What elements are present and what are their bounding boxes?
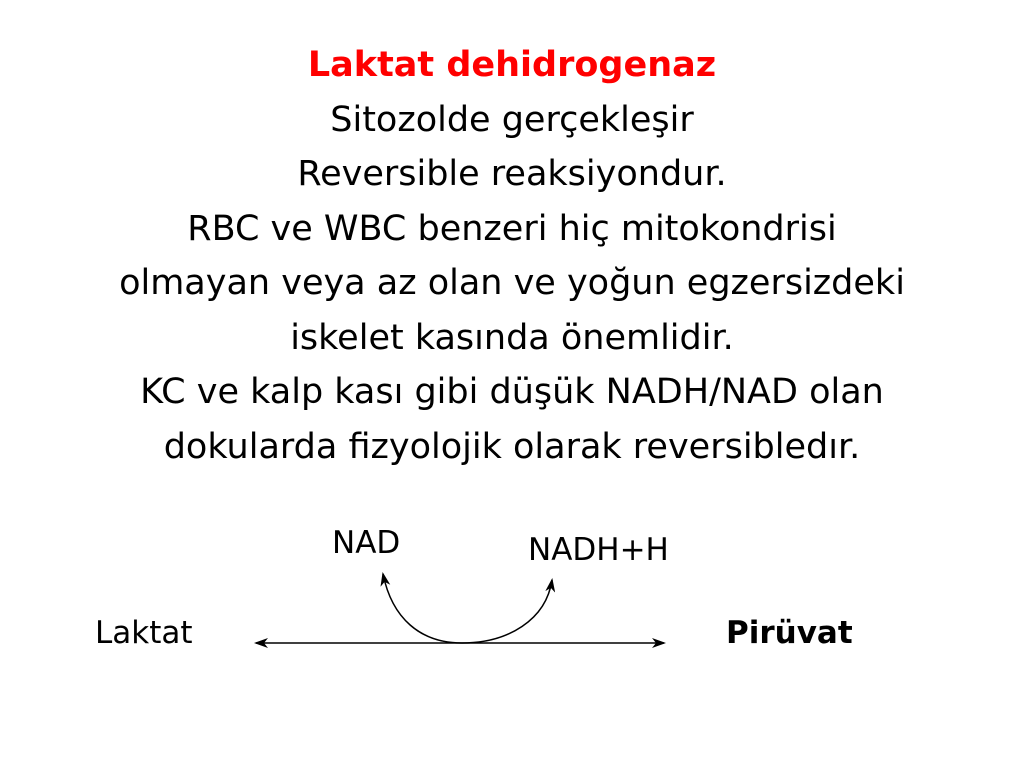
cofactor-curved-arrow <box>383 574 552 643</box>
cofactor-nadh-label: NADH+H <box>528 532 669 568</box>
slide-title: Laktat dehidrogenaz <box>307 45 717 85</box>
text-line-1: Sitozolde gerçekleşir <box>330 99 694 140</box>
cofactor-nad-label: NAD <box>332 525 401 561</box>
substrate-laktat-label: Laktat <box>95 615 193 651</box>
text-line-7: dokularda fizyolojik olarak reversibledır. <box>163 426 861 467</box>
text-line-3: RBC ve WBC benzeri hiç mitokondrisi <box>187 208 837 249</box>
text-line-2: Reversible reaksiyondur. <box>297 154 727 194</box>
product-piruvat-label: Pirüvat <box>726 615 853 651</box>
text-line-5: iskelet kasında önemlidir. <box>290 317 734 358</box>
text-line-6: KC ve kalp kası gibi düşük NADH/NAD olan <box>140 372 884 412</box>
text-line-4: olmayan veya az olan ve yoğun egzersizdeki <box>119 263 905 303</box>
